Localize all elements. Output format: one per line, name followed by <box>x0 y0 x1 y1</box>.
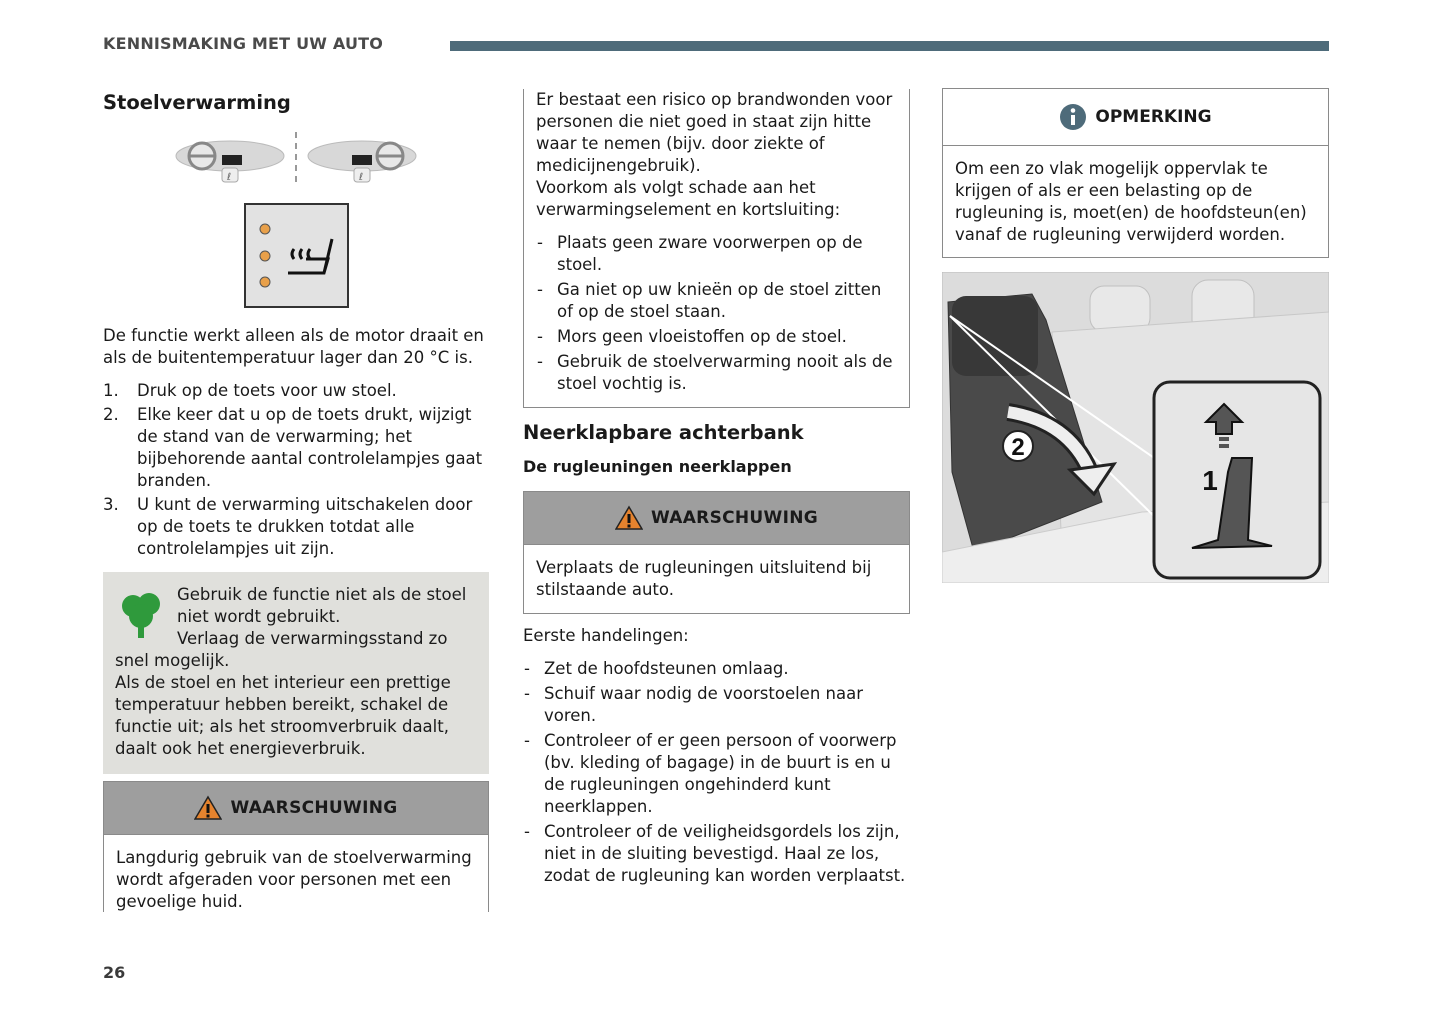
note-header <box>943 89 1328 146</box>
list-item: - Schuif waar nodig de voorstoelen naar voren. <box>523 683 909 727</box>
warning-title: WAARSCHUWING <box>650 508 818 528</box>
indicator-lamp-2 <box>260 251 270 261</box>
indicator-lamp-1 <box>260 224 270 234</box>
note-box <box>942 88 1329 258</box>
info-icon <box>1059 103 1087 131</box>
eco-tip-line2: Verlaag de verwarmingsstand zo snel mogelijk. <box>115 629 448 670</box>
list-item: 3. U kunt de verwarming uitschakelen door op de toets te drukken totdat alle controlelampjes uit zijn. <box>103 495 473 558</box>
left-column <box>103 90 489 116</box>
list-item: 2. Elke keer dat u op de toets drukt, wijzigt de stand van de verwarming; het bijbehorende aantal controlelampjes gaat branden. <box>103 405 483 490</box>
eco-tip-box <box>103 572 489 774</box>
svg-text:ℓ: ℓ <box>227 172 232 183</box>
seat-heating-title: Stoelverwarming <box>103 91 291 114</box>
rear-seat-folding-illustration <box>942 272 1329 583</box>
eco-tree-icon <box>119 590 163 638</box>
warning-header <box>524 492 909 545</box>
damage-prevention-text: Voorkom als volgt schade aan het verwarmingselement en kortsluiting: <box>536 178 841 219</box>
burn-risk-warning-continued <box>523 89 910 408</box>
note-title: OPMERKING <box>1095 107 1212 127</box>
header-bar <box>450 41 1329 51</box>
list-item: - Gebruik de stoelverwarming nooit als de stoel vochtig is. <box>536 351 897 395</box>
warning-text: Verplaats de rugleuningen uitsluitend bij stilstaande auto. <box>536 558 872 599</box>
list-item: - Zet de hoofdsteunen omlaag. <box>523 658 909 680</box>
warning-header <box>104 782 488 835</box>
folding-rear-seat-title: Neerklapbare achterbank <box>523 421 804 444</box>
section-header: KENNISMAKING MET UW AUTO <box>103 34 384 53</box>
warning-triangle-icon <box>194 795 222 821</box>
damage-prevention-list <box>536 232 897 395</box>
list-item: - Controleer of de veiligheidsgordels los zijn, niet in de sluiting bevestigd. Haal ze los, zodat de rugleuning kan worden verplaatst. <box>523 821 909 887</box>
indicator-lamp-3 <box>260 277 270 287</box>
eco-tip-line3: Als de stoel en het interieur een prettige temperatuur hebben bereikt, schakel de functie uit; als het stroomverbruik daalt, daalt ook het energieverbruik. <box>115 673 451 758</box>
list-item: - Controleer of er geen persoon of voorwerp (bv. kleding of bagage) in de buurt is en u de rugleuningen ongehinderd kunt neerklappen. <box>523 730 909 818</box>
seat-heating-button-illustration <box>244 203 350 309</box>
figure-label-2: 2 <box>1011 434 1025 461</box>
burn-risk-text: Er bestaat een risico op brandwonden voor personen die niet goed in staat zijn hitte waar te nemen (bijv. door ziekte of medicijnengebruik). <box>536 90 893 175</box>
fold-backrests-subtitle: De rugleuningen neerklappen <box>523 457 792 476</box>
seat-heating-steps <box>103 380 489 560</box>
list-item: - Plaats geen zware voorwerpen op de stoel. <box>536 232 897 276</box>
note-text: Om een zo vlak mogelijk oppervlak te krijgen of als er een belasting op de rugleuning is, moet(en) de hoofdsteun(en) vanaf de rugleuning verwijderd worden. <box>955 159 1307 244</box>
first-steps-list <box>523 658 909 887</box>
list-item: - Mors geen vloeistoffen op de stoel. <box>536 326 897 348</box>
warning-triangle-icon <box>615 505 643 531</box>
right-hand-drive-dashboard-icon <box>308 141 416 183</box>
eco-tip-line1: Gebruik de functie niet als de stoel niet wordt gebruikt. <box>177 585 467 626</box>
seat-location-illustration <box>170 128 420 190</box>
first-steps-label: Eerste handelingen: <box>523 626 689 645</box>
svg-text:ℓ: ℓ <box>359 172 364 183</box>
warning-text: Langdurig gebruik van de stoelverwarming wordt afgeraden voor personen met een gevoelige huid. <box>116 848 472 911</box>
folding-warning-box <box>523 491 910 614</box>
list-item: - Ga niet op uw knieën op de stoel zitten of op de stoel staan. <box>536 279 897 323</box>
warning-title: WAARSCHUWING <box>230 798 398 818</box>
left-hand-drive-dashboard-icon <box>176 141 284 183</box>
figure-label-1: 1 <box>1202 465 1218 496</box>
seat-heating-warning-box <box>103 781 489 912</box>
seat-heating-intro: De functie werkt alleen als de motor draait en als de buitentemperatuur lager dan 20 °C is. <box>103 326 484 367</box>
list-item: 1. Druk op de toets voor uw stoel. <box>103 381 397 400</box>
page-number: 26 <box>103 963 126 982</box>
